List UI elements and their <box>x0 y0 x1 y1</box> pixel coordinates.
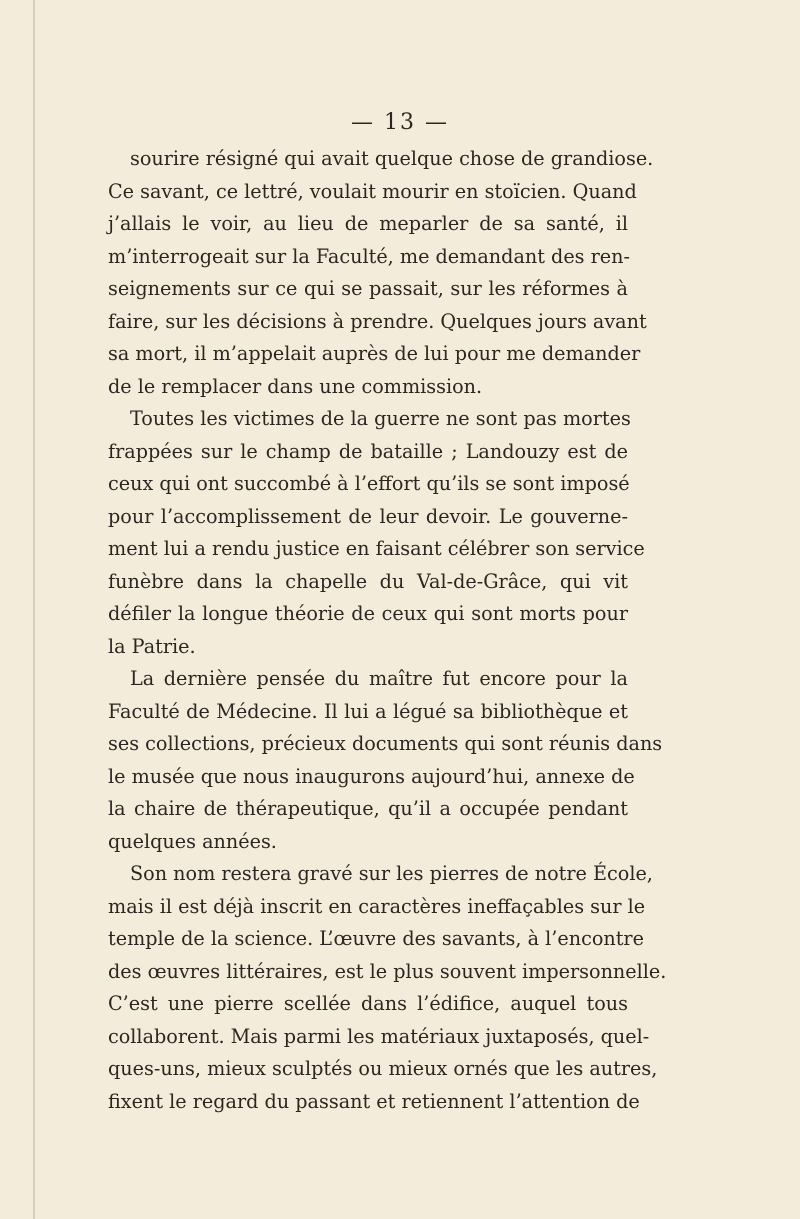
paragraph <box>108 663 663 858</box>
text-line: funèbre dans la chapelle du Val-de-Grâce, qui vit <box>108 569 628 593</box>
text-line: Faculté de Médecine. Il lui a légué sa bibliothèque et <box>108 699 628 723</box>
text-line: C’est une pierre scellée dans l’édifice, auquel tous <box>108 992 628 1015</box>
text-line: Ce savant, ce lettré, voulait mourir en stoïcien. Quand <box>108 179 637 203</box>
text-line: frappées sur le champ de bataille ; Landouzy est de <box>108 439 628 463</box>
page-edge-line <box>33 0 35 1219</box>
text-line: seignements sur ce qui se passait, sur les réformes à <box>108 277 628 300</box>
paragraph <box>108 403 645 663</box>
text-line: temple de la science. L’œuvre des savants, à l’encontre <box>108 927 644 950</box>
text-line: ses collections, précieux documents qui sont réunis dans <box>108 732 663 755</box>
text-line: sa mort, il m’appelait auprès de lui pour me demander <box>108 342 641 365</box>
text-line: la Patrie. <box>108 634 196 658</box>
text-line: faire, sur les décisions à prendre. Quelques jours avant <box>108 309 647 333</box>
body-text <box>108 143 667 1118</box>
text-line: des œuvres littéraires, est le plus souvent impersonnelle. <box>108 959 667 983</box>
text-line: sourire résigné qui avait quelque chose de grandiose. <box>130 147 654 170</box>
text-line: mais il est déjà inscrit en caractères ineffaçables sur le <box>108 894 646 918</box>
text-line: la chaire de thérapeutique, qu’il a occupée pendant <box>108 797 628 820</box>
text-line: j’allais le voir, au lieu de meparler de sa santé, il <box>108 212 628 235</box>
text-line: défiler la longue théorie de ceux qui sont morts pour <box>108 602 628 625</box>
paragraph <box>108 143 654 403</box>
text-line: ques-uns, mieux sculptés ou mieux ornés que les autres, <box>108 1057 658 1080</box>
text-line: quelques années. <box>108 829 277 853</box>
page-number: — 13 — <box>351 110 449 135</box>
text-line: Toutes les victimes de la guerre ne sont pas mortes <box>130 407 631 430</box>
text-line: ceux qui ont succombé à l’effort qu’ils se sont imposé <box>108 472 630 495</box>
text-line: La dernière pensée du maître fut encore pour la <box>130 667 628 690</box>
text-line: de le remplacer dans une commission. <box>108 374 483 398</box>
paragraph <box>108 858 667 1118</box>
text-line: fixent le regard du passant et retiennent l’attention de <box>108 1089 640 1113</box>
text-line: collaborent. Mais parmi les matériaux juxtaposés, quel- <box>108 1024 650 1048</box>
text-line: pour l’accomplissement de leur devoir. Le gouverne- <box>108 504 628 528</box>
text-line: m’interrogeait sur la Faculté, me demandant des ren- <box>108 244 630 268</box>
text-line: Son nom restera gravé sur les pierres de notre École, <box>130 862 653 885</box>
text-line: ment lui a rendu justice en faisant célébrer son service <box>108 537 645 560</box>
text-line: le musée que nous inaugurons aujourd’hui, annexe de <box>108 764 635 788</box>
